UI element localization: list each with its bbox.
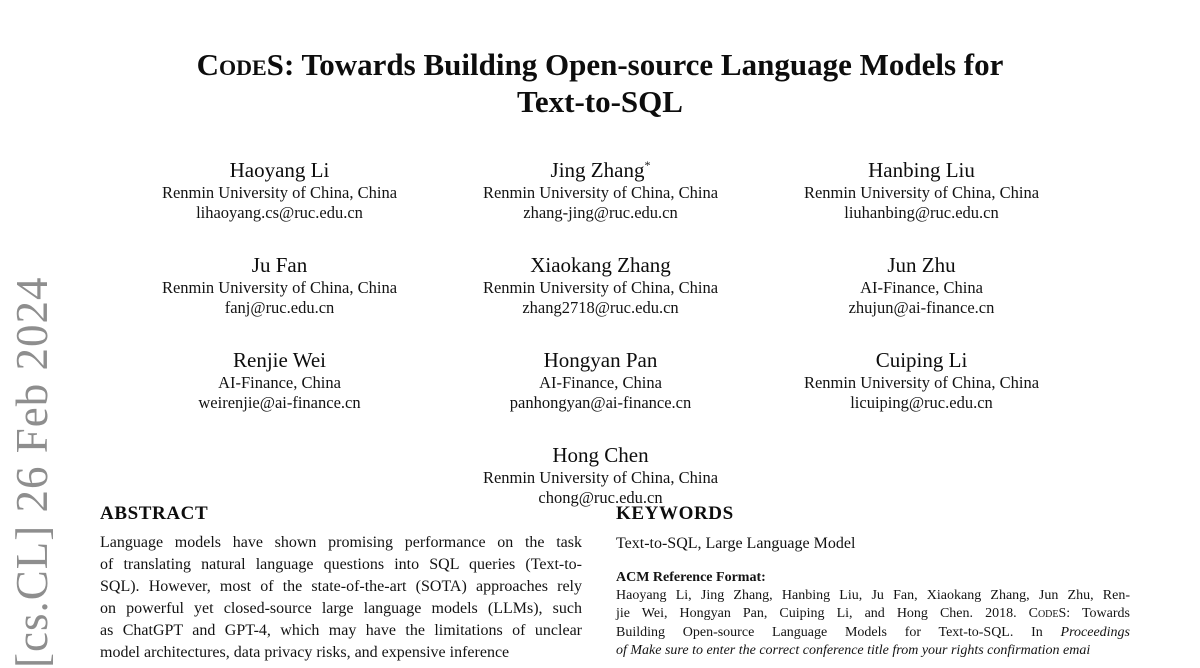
author-affiliation: Renmin University of China, China: [161, 278, 398, 297]
author-row-2: [119, 248, 1082, 318]
abstract-line: of translating natural language questions into SQL queries (Text-to-: [100, 556, 582, 573]
author-email: fanj@ruc.edu.cn: [224, 298, 335, 317]
author-block: [440, 438, 761, 508]
abstract-line: SQL). However, most of the state-of-the-art (SOTA) approaches rely: [100, 578, 582, 595]
author-name: Jun Zhu: [887, 253, 956, 277]
author-row-1: [119, 153, 1082, 223]
acm-reference-body: [616, 587, 1130, 660]
abstract-heading: ABSTRACT: [100, 503, 209, 524]
author-email: zhujun@ai-finance.cn: [848, 298, 995, 317]
paper-title-rest: : Towards Building Open-source Language Models for: [283, 47, 1004, 82]
author-row-3: [119, 343, 1082, 413]
author-affiliation: Renmin University of China, China: [803, 183, 1040, 202]
author-affiliation: Renmin University of China, China: [803, 373, 1040, 392]
author-email: chong@ruc.edu.cn: [538, 488, 663, 507]
author-block: [119, 153, 440, 223]
author-affiliation: AI-Finance, China: [539, 373, 662, 392]
abstract-line: on powerful yet closed-source large language models (LLMs), such: [100, 600, 582, 617]
author-block: [440, 343, 761, 413]
author-affiliation: Renmin University of China, China: [482, 468, 719, 487]
acm-reference-line-clipped: of Make sure to enter the correct conference title from your rights confirmation emai: [616, 642, 1091, 658]
author-name: Jing Zhang*: [550, 158, 651, 182]
paper-title-line1: [85, 46, 1115, 83]
author-name: Ju Fan: [251, 253, 308, 277]
author-name: Renjie Wei: [233, 348, 326, 372]
abstract-body: [100, 532, 582, 664]
author-block: [119, 343, 440, 413]
author-block: [761, 343, 1082, 413]
author-email: zhang-jing@ruc.edu.cn: [523, 203, 678, 222]
author-name: Xiaokang Zhang: [530, 253, 671, 277]
author-name: Cuiping Li: [875, 348, 968, 372]
acm-reference-proceedings: Proceedings: [1060, 624, 1130, 640]
acm-reference-heading: ACM Reference Format:: [616, 570, 766, 585]
abstract-line: as ChatGPT and GPT-4, which may have the limitations of unclear: [100, 622, 582, 639]
abstract-section: [100, 502, 582, 664]
author-affiliation: Renmin University of China, China: [482, 183, 719, 202]
author-block: [119, 248, 440, 318]
abstract-line-clipped: model architectures, data privacy risks, and expensive inference: [100, 644, 510, 661]
author-grid: [119, 153, 1082, 533]
author-email: zhang2718@ruc.edu.cn: [522, 298, 679, 317]
acm-reference-line: jie Wei, Hongyan Pan, Cuiping Li, and Hong Chen. 2018. CodeS: Towards: [616, 606, 1130, 622]
author-mark: *: [644, 158, 651, 172]
author-name: Hanbing Liu: [868, 158, 975, 182]
author-email: lihaoyang.cs@ruc.edu.cn: [196, 203, 363, 222]
author-affiliation: AI-Finance, China: [218, 373, 341, 392]
author-email: licuiping@ruc.edu.cn: [850, 393, 993, 412]
acm-reference-line: Haoyang Li, Jing Zhang, Hanbing Liu, Ju Fan, Xiaokang Zhang, Jun Zhu, Ren-: [616, 588, 1130, 603]
acm-reference-line: Building Open-source Language Models for Text-to-SQL. In Proceedings: [616, 624, 1130, 640]
author-affiliation: Renmin University of China, China: [161, 183, 398, 202]
author-affiliation: Renmin University of China, China: [482, 278, 719, 297]
author-name: Hongyan Pan: [543, 348, 658, 372]
keywords-section: [616, 502, 1130, 660]
author-block: [440, 248, 761, 318]
author-name: Haoyang Li: [229, 158, 330, 182]
paper-title: [85, 46, 1115, 120]
acm-reference-brand: CodeS: [1028, 606, 1067, 622]
keywords-heading: KEYWORDS: [616, 503, 734, 524]
author-email: weirenjie@ai-finance.cn: [198, 393, 361, 412]
arxiv-watermark: [cs.CL] 26 Feb 2024: [7, 276, 57, 668]
author-name: Hong Chen: [552, 443, 649, 467]
author-email: liuhanbing@ruc.edu.cn: [844, 203, 999, 222]
author-row-4: [119, 438, 1082, 508]
author-block: [761, 153, 1082, 223]
keywords-text: Text-to-SQL, Large Language Model: [616, 535, 856, 552]
paper-title-line2: Text-to-SQL: [517, 84, 683, 119]
author-affiliation: AI-Finance, China: [860, 278, 983, 297]
paper-title-brand: CodeS: [196, 47, 284, 82]
author-email: panhongyan@ai-finance.cn: [509, 393, 692, 412]
author-block: [440, 153, 761, 223]
abstract-line: Language models have shown promising performance on the task: [100, 534, 582, 551]
author-block: [761, 248, 1082, 318]
